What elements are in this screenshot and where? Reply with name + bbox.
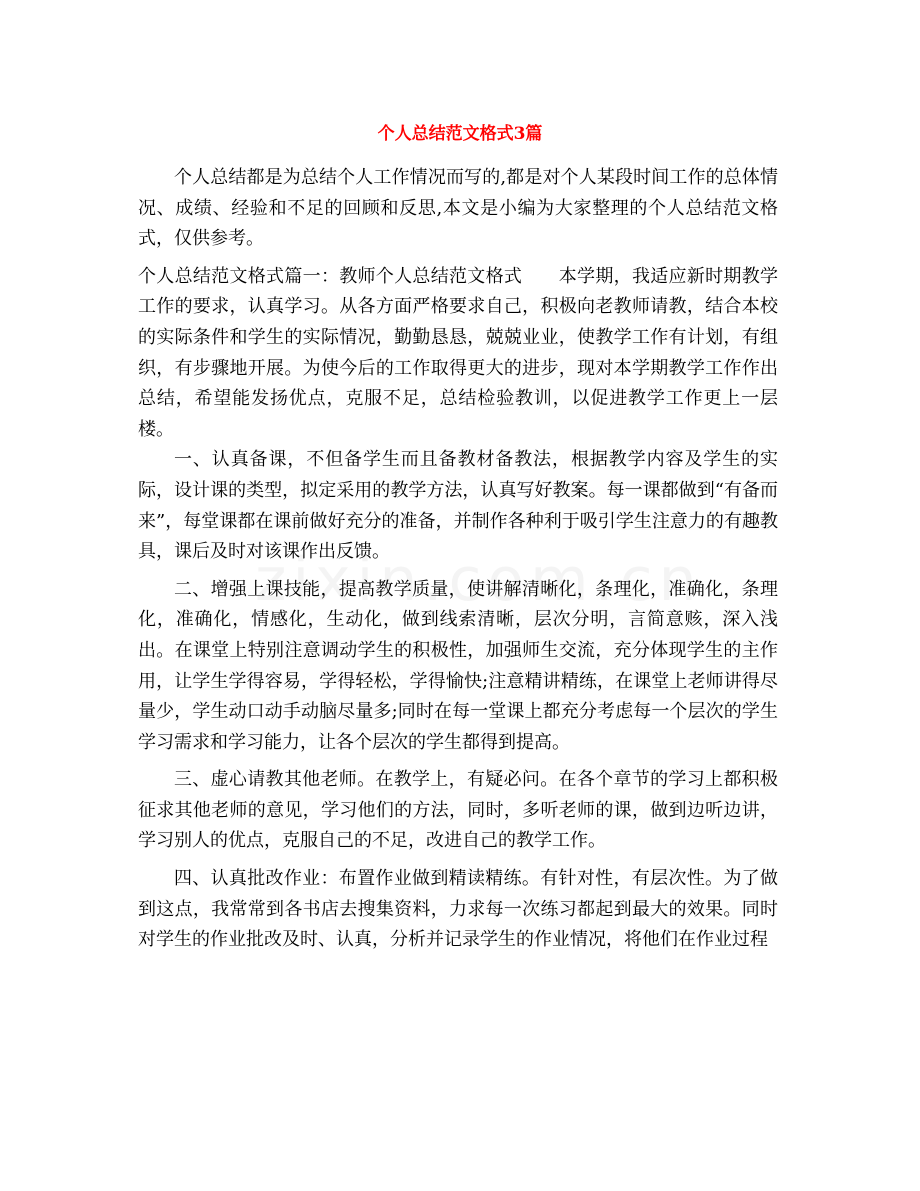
document-title: 个人总结范文格式3篇	[377, 124, 543, 144]
point-two-paragraph: 二、增强上课技能，提高教学质量，使讲解清晰化，条理化，准确化，条理化，准确化，情感化，生动化，做到线索清晰，层次分明，言简意赅，深入浅出。在课堂上特别注意调动学生的积极性，加强师生交流，充分体现学生的主作用，让学生学得容易，学得轻松，学得愉快;注意精讲精练，在课堂上老师讲得尽量少，学生动口动手动脑尽量多;同时在每一堂课上都充分考虑每一个层次的学生学习需求和学习能力，让各个层次的学生都得到提高。	[138, 578, 778, 753]
section-one-paragraph: 个人总结范文格式篇一：教师个人总结范文格式 本学期，我适应新时期教学工作的要求，认真学习。从各方面严格要求自己，积极向老教师请教，结合本校的实际条件和学生的实际情况，勤勤恳恳，兢兢业业，使教学工作有计划，有组织，有步骤地开展。为使今后的工作取得更大的进步，现对本学期教学工作作出总结，希望能发扬优点，克服不足，总结检验教训，以促进教学工作更上一层楼。	[138, 265, 778, 440]
intro-paragraph: 个人总结都是为总结个人工作情况而写的,都是对个人某段时间工作的总体情况、成绩、经验和不足的回顾和反思,本文是小编为大家整理的个人总结范文格式，仅供参考。	[138, 167, 778, 250]
point-three-paragraph: 三、虚心请教其他老师。在教学上，有疑必问。在各个章节的学习上都积极征求其他老师的意见，学习他们的方法，同时，多听老师的课，做到边听边讲，学习别人的优点，克服自己的不足，改进自己的教学工作。	[138, 769, 778, 852]
point-one-paragraph: 一、认真备课，不但备学生而且备教材备教法，根据教学内容及学生的实际，设计课的类型，拟定采用的教学方法，认真写好教案。每一课都做到“有备而来”，每堂课都在课前做好充分的准备，并制作各种利于吸引学生注意力的有趣教具，课后及时对该课作出反馈。	[138, 449, 778, 563]
document-body	[138, 163, 778, 963]
point-four-paragraph: 四、认真批改作业：布置作业做到精读精练。有针对性，有层次性。为了做到这点，我常常到各书店去搜集资料，力求每一次练习都起到最大的效果。同时对学生的作业批改及时、认真，分析并记录学生的作业情况，将他们在作业过程	[138, 868, 778, 951]
